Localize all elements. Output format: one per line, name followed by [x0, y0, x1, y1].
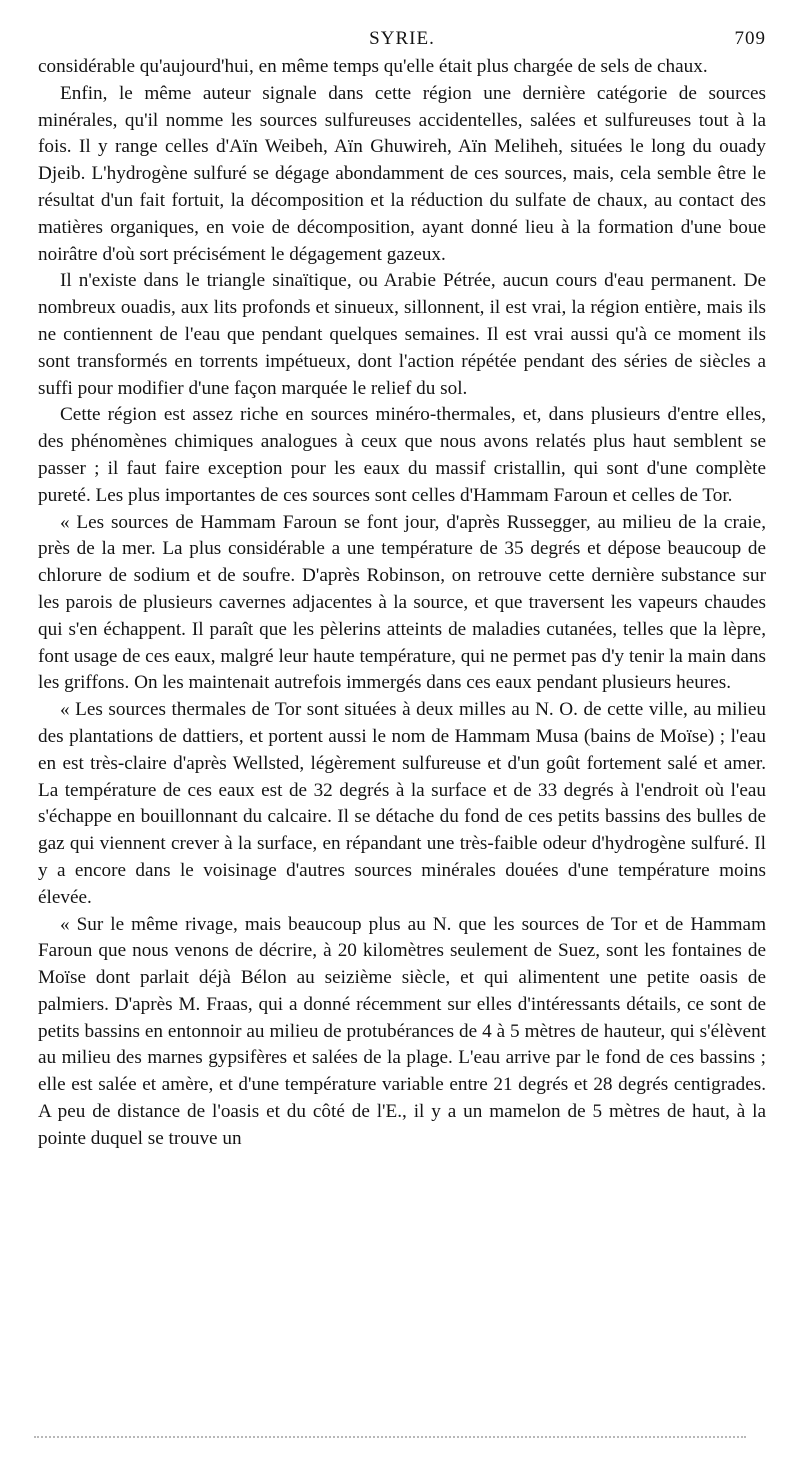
paragraph-hammam-faroun: « Les sources de Hammam Faroun se font jour, d'après Russegger, au milieu de la craie, près de la mer. La plus considérable a une température de 35 degrés et dépose beaucoup de chlorure de sodium et de soufre. D'après Robinson, on retrouve cette dernière substance sur les parois de plusieurs cavernes adjacentes à la source, et que traversent les vapeurs chaudes qui s'en échappent. Il paraît que les pèlerins atteints de maladies cutanées, telles que la lèpre, font usage de ces eaux, malgré leur haute température, qui ne permet pas d'y tenir la main dans les griffons. On les maintenait autrefois immergés dans ces eaux pendant plusieurs heures. — [38, 511, 766, 694]
paragraph-fontaines-de-moise: « Sur le même rivage, mais beaucoup plus au N. que les sources de Tor et de Hammam Faroun que nous venons de décrire, à 20 kilomètres seulement de Suez, sont les fontaines de Moïse dont parlait déjà Bélon au seizième siècle, et qui alimentent une petite oasis de palmiers. D'après M. Fraas, qui a donné récemment sur elles d'intéressants détails, ce sont de petits bassins en entonnoir au milieu de protubérances de 4 à 5 mètres de hauteur, qui s'élèvent au milieu des marnes gypsifères et salées de la plage. L'eau arrive par le fond de ces bassins ; elle est salée et amère, et d'une température variable entre 21 degrés et 28 degrés centigrades. A peu de distance de l'oasis et du côté de l'E., il y a un mamelon de 5 mètres de haut, à la pointe duquel se trouve un — [38, 913, 766, 1149]
book-page — [38, 28, 766, 1153]
running-head — [38, 28, 766, 52]
paragraph-tor-sources: « Les sources thermales de Tor sont situées à deux milles au N. O. de cette ville, au milieu des plantations de dattiers, et portent aussi le nom de Hammam Musa (bains de Moïse) ; l'eau en est très-claire d'après Wellsted, légèrement sulfureuse et d'un goût fortement salé et amer. La température de ces eaux est de 32 degrés à la surface et de 33 degrés à l'endroit où l'eau s'échappe en bouillonnant du calcaire. Il se détache du fond de ces petits bassins des bulles de gaz qui viennent crever à la surface, en répandant une très-faible odeur d'hydrogène sulfuré. Il y a encore dans le voisinage d'autres sources minérales douées d'une température moins élevée. — [38, 699, 766, 908]
paragraph-continuation: considérable qu'aujourd'hui, en même temps qu'elle était plus chargée de sels de chaux. — [38, 56, 708, 77]
running-title: SYRIE. — [369, 28, 435, 49]
body-text — [38, 54, 766, 1153]
page-number: 709 — [734, 28, 766, 49]
footer-rule — [34, 1436, 746, 1438]
paragraph-sinai-watercourses: Il n'existe dans le triangle sinaïtique, ou Arabie Pétrée, aucun cours d'eau permanent. De nombreux ouadis, aux lits profonds et sinueux, sillonnent, il est vrai, la région entière, mais ils ne contiennent de l'eau que pendant quelques semaines. Il est vrai aussi qu'à ce moment ils sont transformés en torrents impétueux, dont l'action répétée pendant des séries de siècles a suffi pour modifier d'une façon marquée le relief du sol. — [38, 270, 766, 399]
paragraph-thermal-sources: Cette région est assez riche en sources minéro-thermales, et, dans plusieurs d'entre elles, des phénomènes chimiques analogues à ceux que nous avons relatés plus haut semblent se passer ; il faut faire exception pour les eaux du massif cristallin, qui sont d'une complète pureté. Les plus importantes de ces sources sont celles d'Hammam Faroun et celles de Tor. — [38, 404, 766, 506]
paragraph-sulfurous-sources: Enfin, le même auteur signale dans cette région une dernière catégorie de sources minérales, qu'il nomme les sources sulfureuses accidentelles, salées et sulfureuses tout à la fois. Il y range celles d'Aïn Weibeh, Aïn Ghuwireh, Aïn Meliheh, situées le long du ouady Djeib. L'hydrogène sulfuré se dégage abondamment de ces sources, mais, cela semble être le résultat d'un fait fortuit, la décomposition et la réduction du sulfate de chaux, au contact des matières organiques, en voie de décomposition, ayant donné lieu à la formation d'une boue noirâtre d'où sort précisément le dégagement gazeux. — [38, 82, 766, 265]
